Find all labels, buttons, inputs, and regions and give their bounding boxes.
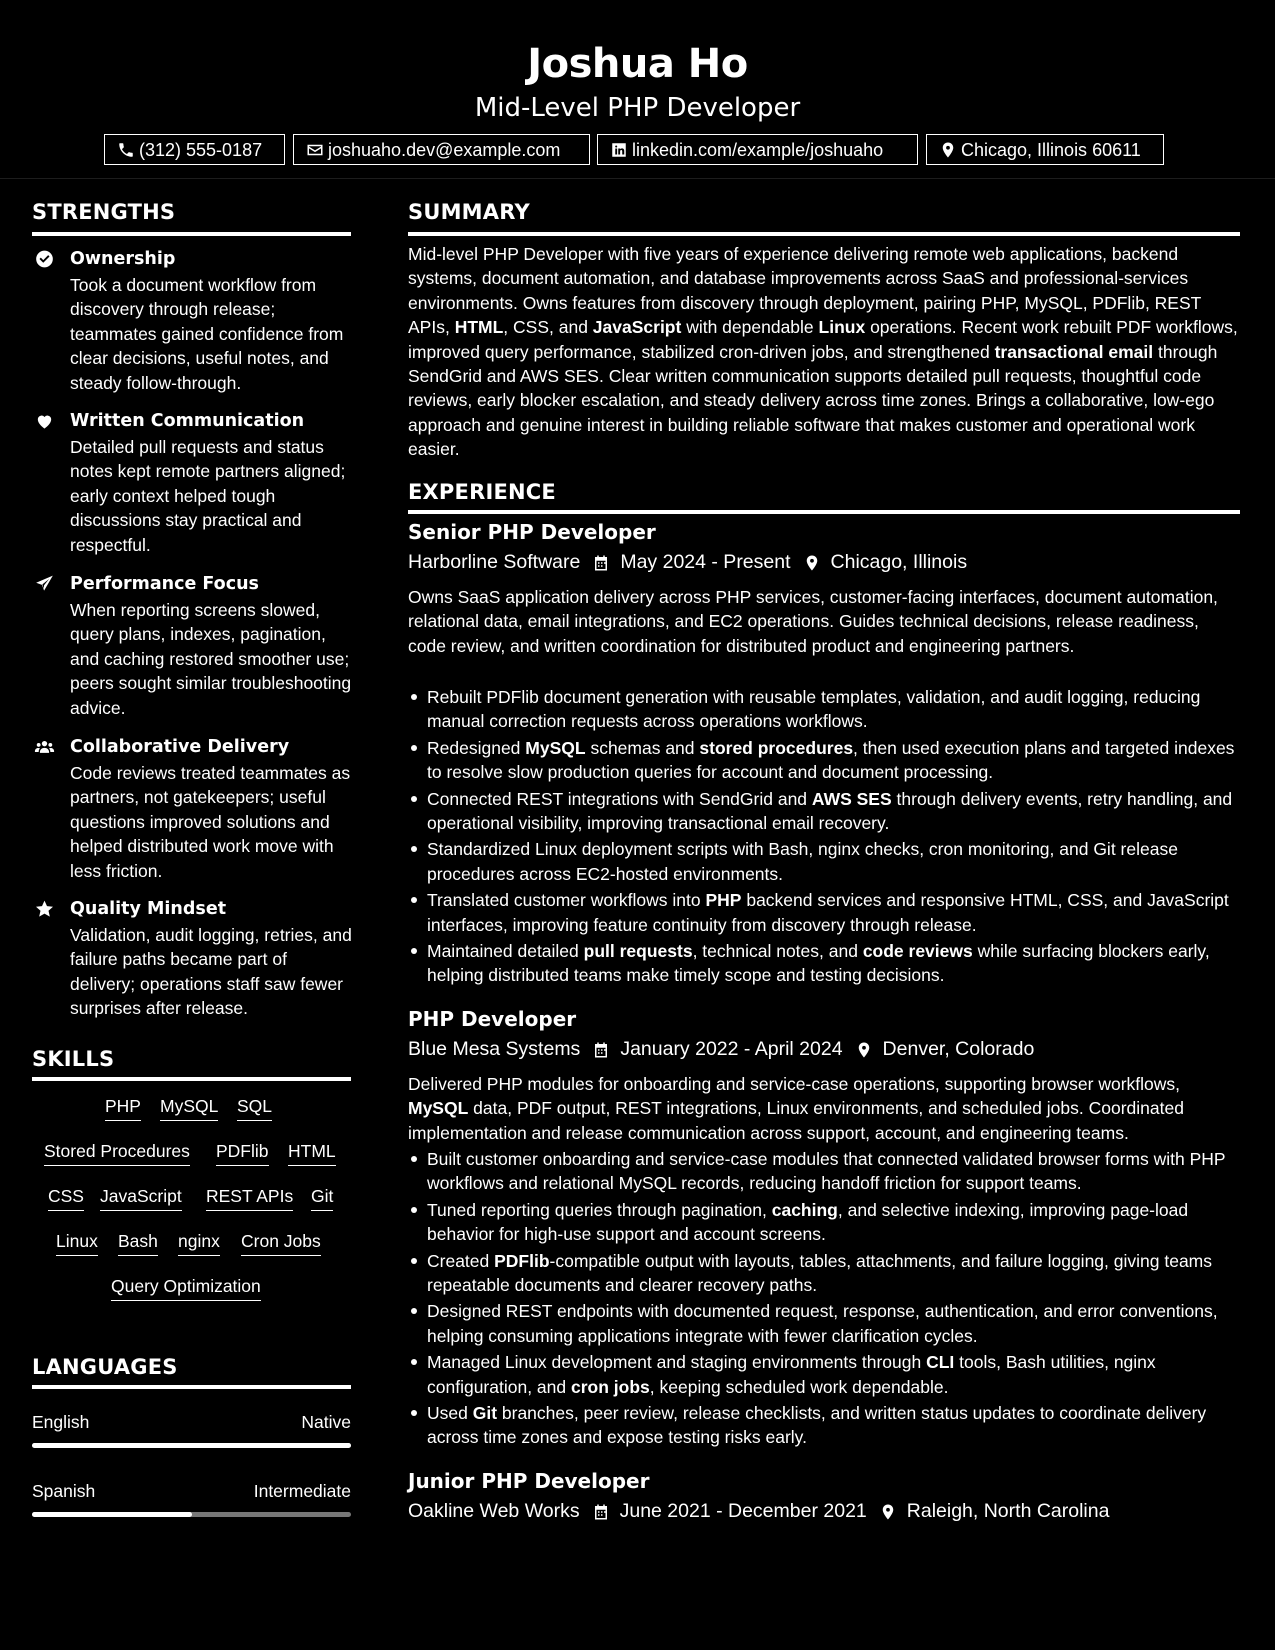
text-run: through delivery events, retry handling, and operational visibility, improving transactional email recovery. (427, 788, 1233, 834)
text-run: while surfacing blockers early, helping distributed teams make timely scope and testing decisions. (427, 941, 1210, 986)
job-bullets (408, 685, 1240, 990)
language-level: Intermediate (253, 1481, 351, 1501)
company-name: Harborline Software (408, 551, 581, 573)
strengths-divider (32, 232, 351, 236)
strength-title: Ownership (70, 249, 176, 269)
job-meta (408, 1038, 1034, 1061)
skill-tag: Git (311, 1186, 333, 1211)
text-run: Delivered PHP modules for onboarding and service-case operations, supporting browser workflows, (408, 1074, 1181, 1094)
text-run: branches, peer review, release checklists, and written status updates to coordinate delivery across time zones and expose testing risks early. (427, 1403, 1207, 1448)
proficiency-fill (32, 1443, 351, 1448)
job-bullets (408, 1147, 1240, 1452)
map-pin-icon (855, 1040, 873, 1060)
envelope-icon (306, 141, 324, 159)
text-run: Maintained detailed (427, 941, 584, 962)
experience-divider (408, 510, 1240, 514)
bold-keyword: PHP (705, 890, 742, 911)
list-item (408, 1147, 1240, 1196)
bold-keyword: Linux (818, 317, 866, 338)
strength-description: Detailed pull requests and status notes kept remote partners aligned; early context helped tough discussions stay practical and respectful. (70, 437, 346, 555)
list-item (408, 888, 1240, 937)
text-run: Standardized Linux deployment scripts with Bash, nginx checks, cron monitoring, and Git release procedures across EC2-hosted environments. (427, 839, 1178, 884)
bold-keyword: MySQL (525, 737, 586, 758)
bold-keyword: transactional email (994, 341, 1154, 362)
location-contact (926, 134, 1164, 165)
skill-tag: PDFlib (216, 1141, 269, 1166)
text-run: Owns SaaS application delivery across PHP services, customer-facing interfaces, document automation, relational data, email integrations, and EC2 operations. Guides technical decisions, release readiness, code review, and written coordination for distributed product and engineering partners. (408, 587, 1218, 656)
text-run: Rebuilt PDFlib document generation with reusable templates, validation, and audit logging, reducing manual correction requests across operations workflows. (427, 687, 1201, 732)
strength-title: Written Communication (70, 411, 305, 431)
text-run: Used (427, 1403, 473, 1424)
job-location: Denver, Colorado (882, 1038, 1035, 1060)
bold-keyword: JavaScript (592, 317, 682, 338)
job-meta (408, 1500, 1109, 1523)
skill-tag: Cron Jobs (241, 1231, 321, 1256)
skill-tag: CSS (48, 1186, 84, 1211)
job-title: PHP Developer (408, 1007, 577, 1031)
bold-keyword: pull requests (583, 941, 693, 962)
text-run: Designed REST endpoints with documented request, response, authentication, and error conventions, helping consuming applications integrate with fewer clarification cycles. (427, 1301, 1218, 1346)
spanish-proficiency-bar (32, 1512, 351, 1517)
phone-icon (117, 141, 135, 159)
map-pin-icon (939, 141, 957, 159)
job-dates: May 2024 - Present (620, 551, 791, 573)
strength-description: Code reviews treated teammates as partners, not gatekeepers; useful questions improved solutions and helped distributed work move with less friction. (70, 763, 351, 881)
language-name: Spanish (32, 1481, 96, 1501)
bold-keyword: Git (472, 1403, 498, 1424)
experience-heading: EXPERIENCE (408, 480, 556, 504)
linkedin-icon (610, 141, 628, 159)
calendar-icon (592, 553, 610, 573)
summary-text (408, 242, 1240, 462)
list-item (408, 1350, 1240, 1399)
summary-heading: SUMMARY (408, 200, 530, 224)
map-pin-icon (879, 1502, 897, 1522)
skill-tag: REST APIs (206, 1186, 293, 1211)
list-item (408, 1198, 1240, 1247)
text-run: Connected REST integrations with SendGrid and (427, 788, 812, 809)
text-run: , then used execution plans and targeted indexes to resolve slow production queries for account and document processing. (427, 737, 1235, 783)
bold-keyword: caching (771, 1199, 838, 1220)
bold-keyword: code reviews (862, 941, 973, 962)
phone-text: (312) 555-0187 (139, 139, 263, 160)
skill-tag: Stored Procedures (44, 1141, 190, 1166)
strength-description: Took a document workflow from discovery through release; teammates gained confidence from clear decisions, useful notes, and steady follow-through. (70, 275, 344, 393)
paper-plane-icon (34, 574, 55, 594)
list-item (408, 685, 1240, 734)
job-title: Senior PHP Developer (408, 520, 656, 544)
text-run: Built customer onboarding and service-case modules that connected validated browser forms with PHP workflows and relational MySQL records, reducing handoff friction for support teams. (427, 1149, 1226, 1194)
bold-keyword: CLI (926, 1352, 955, 1373)
skill-tag: nginx (178, 1231, 220, 1256)
text-run: data, PDF output, REST integrations, Linux environments, and scheduled jobs. Coordinated implementation and release communication across support, account, and engineering teams. (408, 1098, 1184, 1143)
list-item (408, 1401, 1240, 1450)
text-run: , and selective indexing, improving page-load behavior for high-use support and account screens. (427, 1199, 1189, 1245)
text-run: operations. Recent work rebuilt PDF workflows, improved query performance, stabilized cron-driven jobs, and strengthened (408, 317, 1238, 362)
summary-divider (408, 232, 1240, 236)
english-proficiency-bar (32, 1443, 351, 1448)
strength-title: Quality Mindset (70, 899, 227, 919)
job-location: Raleigh, North Carolina (906, 1500, 1110, 1522)
skills-heading: SKILLS (32, 1047, 115, 1071)
skill-tag: PHP (105, 1096, 141, 1121)
skill-tag: MySQL (160, 1096, 218, 1121)
text-run: backend services and responsive HTML, CSS, and JavaScript interfaces, improving feature continuity from discovery through release. (427, 890, 1229, 935)
text-run: -compatible output with layouts, tables, attachments, and failure logging, giving teams repeatable documents and clearer recovery paths. (427, 1250, 1213, 1296)
linkedin-contact[interactable] (597, 134, 918, 165)
calendar-icon (592, 1502, 610, 1522)
bold-keyword: AWS SES (811, 788, 892, 809)
location-text: Chicago, Illinois 60611 (961, 139, 1141, 160)
job-description (408, 1072, 1240, 1145)
map-pin-icon (803, 553, 821, 573)
text-run: Mid-level PHP Developer with five years of experience delivering remote web applications, backend systems, document automation, and database improvements across SaaS and professional-services environments. Owns features from discovery through deployment, pairing PHP, MySQL, PDFlib, REST APIs, (408, 244, 1202, 338)
email-contact[interactable] (293, 134, 590, 165)
text-run: through SendGrid and AWS SES. Clear written communication supports detailed pull requests, thoughtful code reviews, early blocker escalation, and steady delivery across time zones. Brings a collaborative, low-ego approach and genuine interest in building reliable software that makes customer and operational work easier. (408, 341, 1218, 460)
text-run: , technical notes, and (692, 941, 863, 962)
strength-title: Collaborative Delivery (70, 737, 290, 757)
star-icon (34, 899, 55, 919)
list-item (408, 736, 1240, 785)
calendar-icon (592, 1040, 610, 1060)
job-dates: January 2022 - April 2024 (620, 1038, 843, 1060)
bold-keyword: stored procedures (699, 737, 854, 758)
languages-heading: LANGUAGES (32, 1355, 178, 1379)
heart-icon (34, 411, 55, 431)
skill-tag: Linux (56, 1231, 98, 1256)
job-description (408, 585, 1240, 658)
linkedin-text: linkedin.com/example/joshuaho (632, 139, 884, 160)
language-level: Native (301, 1412, 351, 1432)
candidate-name: Joshua Ho (527, 41, 748, 87)
check-circle-icon (34, 249, 55, 269)
bold-keyword: cron jobs (571, 1376, 650, 1397)
languages-divider (32, 1385, 351, 1389)
bold-keyword: HTML (454, 317, 504, 338)
company-name: Oakline Web Works (408, 1500, 580, 1522)
text-run: schemas and (585, 737, 700, 758)
strength-description: When reporting screens slowed, query plans, indexes, pagination, and caching restored smoother use; peers sought similar troubleshooting advice. (70, 600, 352, 718)
strength-description: Validation, audit logging, retries, and failure paths became part of delivery; operations staff saw fewer surprises after release. (70, 925, 352, 1019)
resume-header (0, 0, 1275, 179)
proficiency-fill (32, 1512, 192, 1517)
text-run: Translated customer workflows into (427, 890, 706, 911)
list-item (408, 1299, 1240, 1348)
users-icon (34, 737, 55, 757)
job-dates: June 2021 - December 2021 (619, 1500, 867, 1522)
skill-tag: HTML (288, 1141, 336, 1166)
text-run: , keeping scheduled work dependable. (649, 1376, 949, 1397)
language-name: English (32, 1412, 90, 1432)
job-meta (408, 551, 967, 574)
job-location: Chicago, Illinois (830, 551, 968, 573)
list-item (408, 787, 1240, 836)
text-run: tools, Bash utilities, nginx configuration, and (427, 1352, 1156, 1397)
phone-contact[interactable] (104, 134, 285, 165)
list-item (408, 939, 1240, 988)
text-run: Managed Linux development and staging environments through (427, 1352, 927, 1373)
strengths-heading: STRENGTHS (32, 200, 176, 224)
strength-title: Performance Focus (70, 574, 259, 594)
bold-keyword: MySQL (408, 1098, 469, 1119)
text-run: , CSS, and (503, 317, 593, 338)
list-item (408, 1249, 1240, 1298)
skills-divider (32, 1077, 351, 1081)
skill-tag: SQL (237, 1096, 272, 1121)
skill-tag: JavaScript (100, 1186, 182, 1211)
text-run: Tuned reporting queries through pagination, (427, 1199, 772, 1220)
company-name: Blue Mesa Systems (408, 1038, 581, 1060)
text-run: Redesigned (427, 737, 526, 758)
email-text: joshuaho.dev@example.com (328, 139, 561, 160)
text-run: with dependable (681, 317, 819, 338)
candidate-title: Mid-Level PHP Developer (474, 93, 801, 123)
skill-tag: Bash (118, 1231, 158, 1256)
text-run: Created (427, 1250, 495, 1271)
job-title: Junior PHP Developer (408, 1469, 650, 1493)
bold-keyword: PDFlib (494, 1250, 550, 1271)
skill-tag: Query Optimization (111, 1276, 261, 1301)
list-item (408, 837, 1240, 886)
